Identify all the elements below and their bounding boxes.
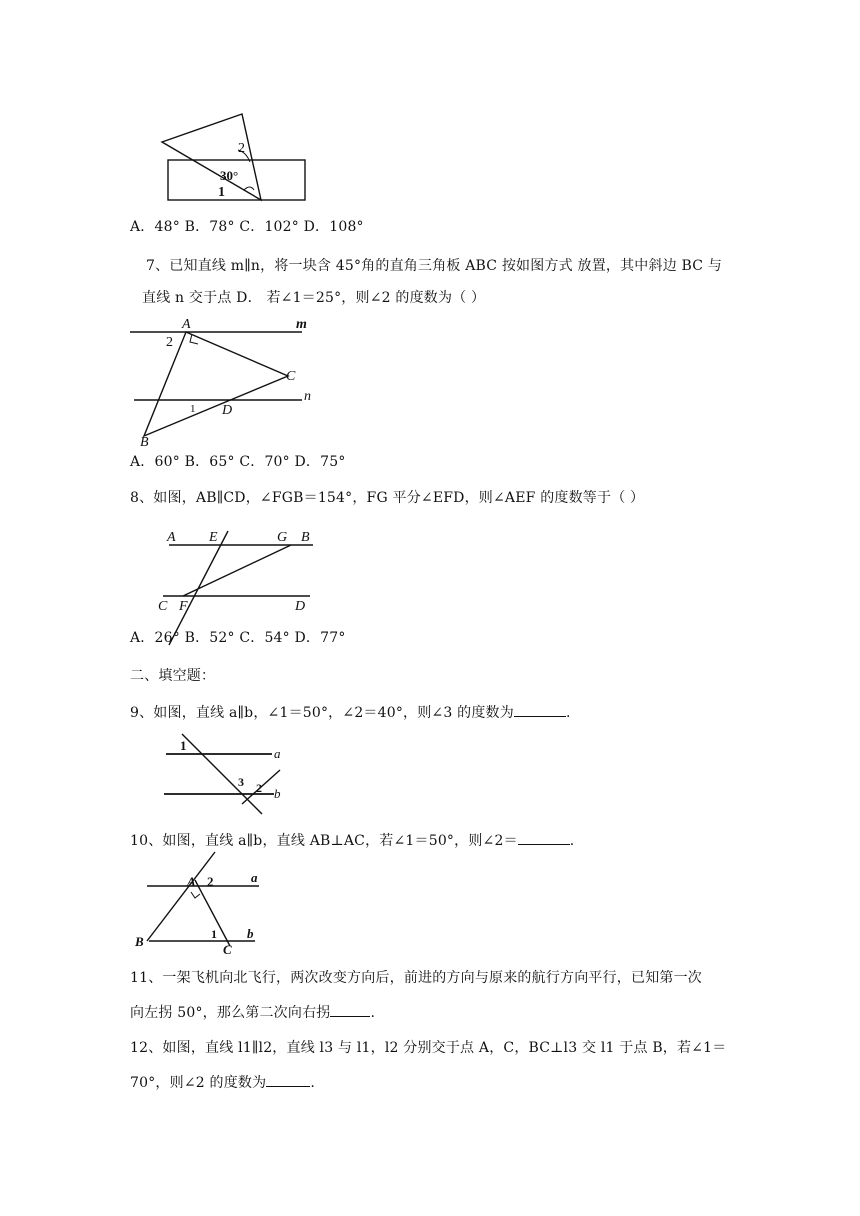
q8-label-D: D xyxy=(295,599,306,614)
q10-end: . xyxy=(569,833,575,849)
q8-stem: 8、如图，AB∥CD，∠FGB＝154°，FG 平分∠EFD，则∠AEF 的度数等于（ ） xyxy=(130,490,645,506)
q8-label-F: F xyxy=(179,599,188,614)
q10-label-1: 1 xyxy=(211,927,217,941)
q7-label-C: C xyxy=(286,369,296,384)
q11-line1: 11、一架飞机向北飞行，两次改变方向后，前进的方向与原来的航行方向平行，已知第一次 xyxy=(130,970,703,986)
q12-end: . xyxy=(310,1075,315,1091)
q8-figure xyxy=(155,525,325,645)
q9-label-2: 2 xyxy=(256,781,262,795)
q9-end: . xyxy=(565,705,571,721)
q12-line1: 12、如图，直线 l1∥l2，直线 l3 与 l1，l2 分别交于点 A，C，BC⊥l3 交 l1 于点 B，若∠1＝ xyxy=(130,1040,727,1056)
q8-label-B: B xyxy=(301,530,310,545)
q10-right-angle-mark xyxy=(191,892,200,898)
q10-label-2: 2 xyxy=(207,874,214,889)
q10-label-A: A xyxy=(187,874,196,889)
q10-label-C: C xyxy=(223,942,232,957)
q8-line-FG xyxy=(183,545,291,596)
q9-stem xyxy=(130,702,571,723)
q12-answer-blank[interactable] xyxy=(266,1072,310,1087)
q7-label-n: n xyxy=(304,389,311,404)
section-fill-in-title: 二、填空题： xyxy=(130,668,216,684)
q11-answer-blank[interactable] xyxy=(330,1002,370,1017)
q9-answer-blank[interactable] xyxy=(514,702,566,717)
q9-transversal-1 xyxy=(182,734,262,814)
q10-answer-blank[interactable] xyxy=(518,830,570,845)
q7-label-B: B xyxy=(140,435,149,450)
q8-label-A: A xyxy=(167,530,176,545)
q9-label-a: a xyxy=(274,746,281,761)
q7-figure xyxy=(130,316,330,450)
q6-triangle xyxy=(162,114,261,200)
q11-line2-text: 向左拐 50°，那么第二次向右拐 xyxy=(130,1005,331,1021)
q7-label-m: m xyxy=(296,317,307,332)
q7-label-2: 2 xyxy=(166,335,173,350)
q10-label-b: b xyxy=(247,926,254,941)
q6-label-2: 2 xyxy=(238,141,245,156)
q7-stem-line1: 7、已知直线 m∥n，将一块含 45°角的直角三角板 ABC 按如图方式 放置，其中斜边 BC 与 xyxy=(146,258,723,274)
q9-label-1: 1 xyxy=(180,738,187,753)
q8-label-C: C xyxy=(158,599,168,614)
q11-end: . xyxy=(370,1005,376,1021)
q12-line2-text: 70°，则∠2 的度数为 xyxy=(130,1075,267,1091)
q10-figure xyxy=(135,848,275,958)
q9-figure xyxy=(160,726,300,816)
q6-figure xyxy=(158,110,318,210)
q7-label-D: D xyxy=(222,403,233,418)
q6-angle-arc-bottom xyxy=(244,187,254,190)
q7-stem-line2: 直线 n 交于点 D． 若∠1＝25°，则∠2 的度数为（ ） xyxy=(142,290,486,306)
q8-options: A．26° B．52° C．54° D．77° xyxy=(130,630,346,646)
q11-line2 xyxy=(130,1002,375,1023)
q7-options: A．60° B．65° C．70° D．75° xyxy=(130,454,346,470)
q10-line-AB xyxy=(147,852,215,941)
q6-label-1: 1 xyxy=(218,185,225,200)
q9-label-3: 3 xyxy=(238,775,244,789)
q6-label-30: 30° xyxy=(220,168,239,183)
q10-stem-text: 10、如图，直线 a∥b，直线 AB⊥AC，若∠1＝50°，则∠2＝ xyxy=(130,833,518,849)
q10-label-B: B xyxy=(135,934,144,949)
q8-label-E: E xyxy=(209,530,218,545)
q10-label-a: a xyxy=(251,870,258,885)
q9-stem-text: 9、如图，直线 a∥b，∠1＝50°，∠2＝40°，则∠3 的度数为 xyxy=(130,705,514,721)
q9-label-b: b xyxy=(274,786,281,801)
q6-options: A．48° B．78° C．102° D．108° xyxy=(130,219,364,235)
q7-label-1: 1 xyxy=(190,403,196,415)
q8-label-G: G xyxy=(277,530,288,545)
q7-label-A: A xyxy=(182,317,191,332)
q12-line2 xyxy=(130,1072,315,1093)
